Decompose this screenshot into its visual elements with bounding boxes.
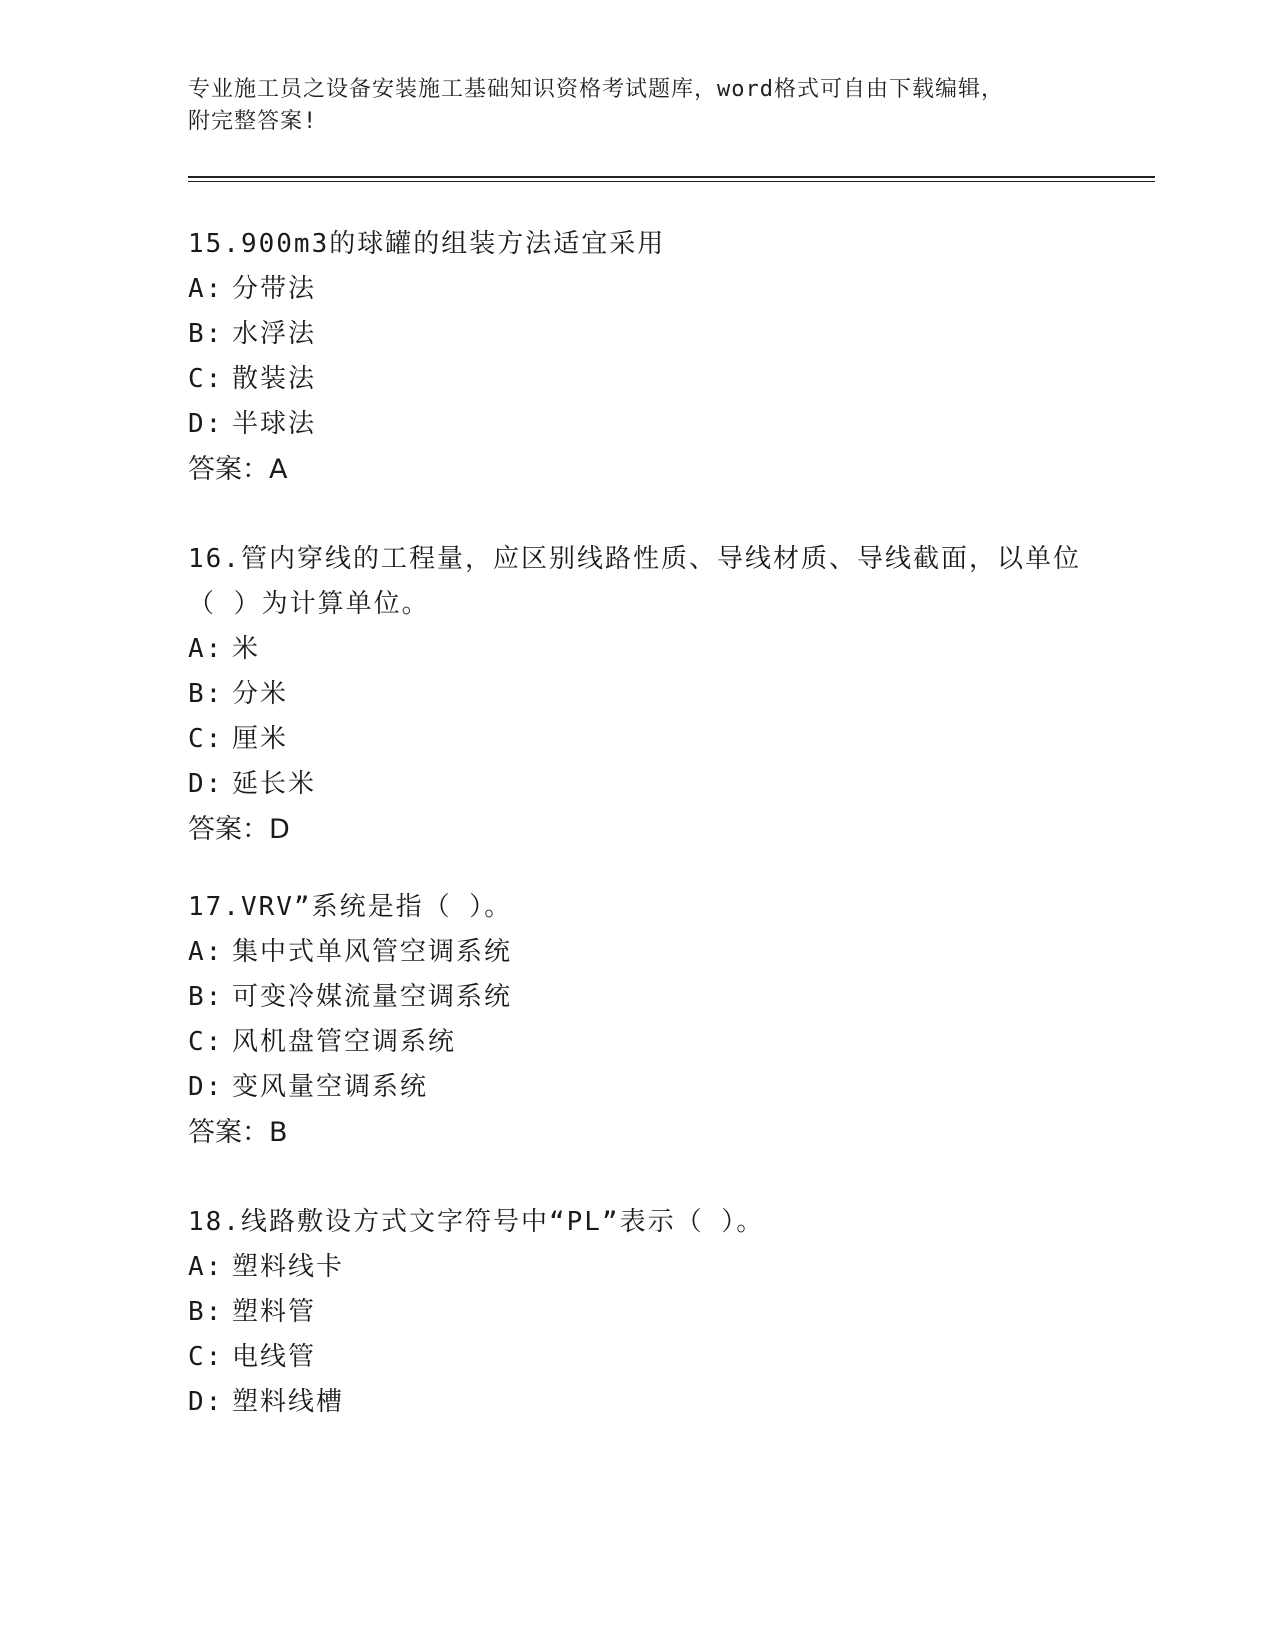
option-text: 可变冷媒流量空调系统	[232, 982, 513, 1012]
option-b	[188, 1290, 1088, 1335]
option-d	[188, 1065, 1088, 1110]
option-a	[188, 1245, 1088, 1290]
question-stem: 16.管内穿线的工程量，应区别线路性质、导线材质、导线截面，以单位（ ）为计算单位。	[188, 544, 1081, 619]
option-c	[188, 717, 1088, 762]
option-text: 集中式单风管空调系统	[232, 937, 513, 967]
header-divider	[188, 176, 1155, 182]
option-key: D:	[188, 409, 224, 439]
question-stem: 17.VRV”系统是指（ ）。	[188, 892, 513, 922]
answer: 答案：D	[188, 814, 290, 845]
question-15	[188, 222, 1088, 492]
option-c	[188, 1335, 1088, 1380]
option-b	[188, 312, 1088, 357]
option-key: C:	[188, 1027, 224, 1057]
option-d	[188, 1380, 1088, 1425]
option-key: B:	[188, 1297, 224, 1327]
question-stem: 15.900m3的球罐的组装方法适宜采用	[188, 229, 666, 259]
option-text: 变风量空调系统	[232, 1072, 429, 1102]
option-key: B:	[188, 982, 224, 1012]
option-a	[188, 627, 1088, 672]
option-text: 塑料管	[232, 1297, 317, 1327]
option-key: A:	[188, 274, 224, 304]
question-18	[188, 1200, 1088, 1425]
option-key: D:	[188, 769, 224, 799]
option-a	[188, 930, 1088, 975]
option-key: B:	[188, 319, 224, 349]
question-16	[188, 537, 1088, 852]
option-text: 散装法	[232, 364, 317, 394]
option-text: 厘米	[232, 724, 289, 754]
option-text: 延长米	[232, 769, 317, 799]
option-key: B:	[188, 679, 224, 709]
option-key: A:	[188, 937, 224, 967]
answer: 答案：B	[188, 1117, 288, 1148]
option-d	[188, 402, 1088, 447]
answer: 答案：A	[188, 454, 288, 485]
option-text: 电线管	[232, 1342, 317, 1372]
option-text: 塑料线槽	[232, 1387, 345, 1417]
option-text: 水浮法	[232, 319, 317, 349]
option-key: A:	[188, 634, 224, 664]
header-line-2: 附完整答案!	[188, 109, 318, 134]
option-c	[188, 357, 1088, 402]
option-text: 半球法	[232, 409, 317, 439]
option-b	[188, 672, 1088, 717]
option-b	[188, 975, 1088, 1020]
question-17	[188, 885, 1088, 1155]
question-stem: 18.线路敷设方式文字符号中“PL”表示（ ）。	[188, 1207, 765, 1237]
document-header	[188, 74, 1088, 138]
option-text: 塑料线卡	[232, 1252, 345, 1282]
option-text: 风机盘管空调系统	[232, 1027, 457, 1057]
option-text: 分带法	[232, 274, 317, 304]
option-key: D:	[188, 1387, 224, 1417]
option-c	[188, 1020, 1088, 1065]
option-key: A:	[188, 1252, 224, 1282]
option-a	[188, 267, 1088, 312]
option-text: 米	[232, 634, 261, 664]
option-key: C:	[188, 724, 224, 754]
header-line-1: 专业施工员之设备安装施工基础知识资格考试题库，word格式可自由下载编辑，	[188, 77, 1004, 102]
option-key: D:	[188, 1072, 224, 1102]
option-key: C:	[188, 1342, 224, 1372]
option-d	[188, 762, 1088, 807]
option-text: 分米	[232, 679, 289, 709]
option-key: C:	[188, 364, 224, 394]
